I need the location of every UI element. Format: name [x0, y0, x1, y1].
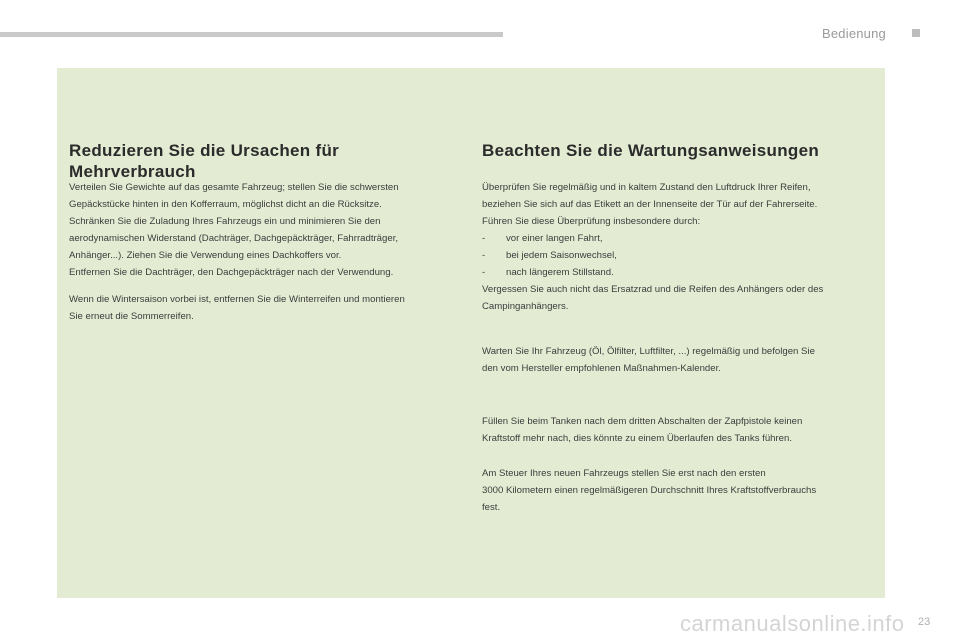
text-line: Am Steuer Ihres neuen Fahrzeugs stellen Sie erst nach den ersten — [482, 468, 766, 479]
left-paragraph-1 — [69, 179, 399, 281]
right-paragraph-4 — [482, 465, 816, 516]
right-paragraph-3 — [482, 413, 802, 447]
content-panel — [57, 68, 885, 598]
bullet-text: bei jedem Saisonwechsel, — [506, 250, 617, 261]
left-heading-line: Reduzieren Sie die Ursachen für — [69, 141, 340, 160]
text-line: Entfernen Sie die Dachträger, den Dachgepäckträger nach der Verwendung. — [69, 267, 394, 278]
text-line: Schränken Sie die Zuladung Ihres Fahrzeugs ein und minimieren Sie den — [69, 216, 381, 227]
text-line: Anhänger...). Ziehen Sie die Verwendung eines Dachkoffers vor. — [69, 250, 342, 261]
text-line: Sie erneut die Sommerreifen. — [69, 311, 194, 322]
right-paragraph-2 — [482, 343, 815, 377]
text-line: 3000 Kilometern einen regelmäßigeren Durchschnitt Ihres Kraftstoffverbrauchs — [482, 485, 817, 496]
left-heading-line: Mehrverbrauch — [69, 162, 196, 181]
text-line: fest. — [482, 502, 501, 513]
text-line: Überprüfen Sie regelmäßig und in kaltem Zustand den Luftdruck Ihrer Reifen, — [482, 182, 811, 193]
text-line: Wenn die Wintersaison vorbei ist, entfernen Sie die Winterreifen und montieren — [69, 294, 405, 305]
bullet-text: vor einer langen Fahrt, — [506, 233, 603, 244]
bullet-dash: - — [482, 267, 486, 278]
bullet-dash: - — [482, 250, 486, 261]
header-progress-bar — [0, 32, 503, 37]
text-line: den vom Hersteller empfohlenen Maßnahmen-Kalender. — [482, 363, 721, 374]
text-line: Vergessen Sie auch nicht das Ersatzrad und die Reifen des Anhängers oder des — [482, 284, 824, 295]
right-paragraph-1 — [482, 179, 823, 315]
watermark: carmanualsonline.info — [680, 611, 905, 636]
bullet-item — [482, 264, 823, 281]
section-marker — [912, 29, 920, 37]
bullet-dash: - — [482, 233, 486, 244]
left-paragraph-2 — [69, 291, 405, 325]
right-heading: Beachten Sie die Wartungsanweisungen — [482, 141, 820, 160]
text-line: Kraftstoff mehr nach, dies könnte zu einem Überlaufen des Tanks führen. — [482, 433, 793, 444]
bullet-item — [482, 230, 823, 247]
text-line: Warten Sie Ihr Fahrzeug (Öl, Ölfilter, Luftfilter, ...) regelmäßig und befolgen Sie — [482, 346, 815, 357]
section-title: Bedienung — [822, 26, 886, 41]
text-line: aerodynamischen Widerstand (Dachträger, Dachgepäckträger, Fahrradträger, — [69, 233, 399, 244]
bullet-text: nach längerem Stillstand. — [506, 267, 614, 278]
left-heading — [69, 140, 339, 182]
bullet-item — [482, 247, 823, 264]
text-line: Füllen Sie beim Tanken nach dem dritten Abschalten der Zapfpistole keinen — [482, 416, 803, 427]
text-line: Führen Sie diese Überprüfung insbesondere durch: — [482, 216, 701, 227]
text-line: Verteilen Sie Gewichte auf das gesamte Fahrzeug; stellen Sie die schwersten — [69, 182, 399, 193]
text-line: beziehen Sie sich auf das Etikett an der Innenseite der Tür auf der Fahrerseite. — [482, 199, 818, 210]
text-line: Gepäckstücke hinten in den Kofferraum, möglichst dicht an die Rücksitze. — [69, 199, 382, 210]
page-number: 23 — [918, 616, 931, 628]
text-line: Campinganhängers. — [482, 301, 569, 312]
